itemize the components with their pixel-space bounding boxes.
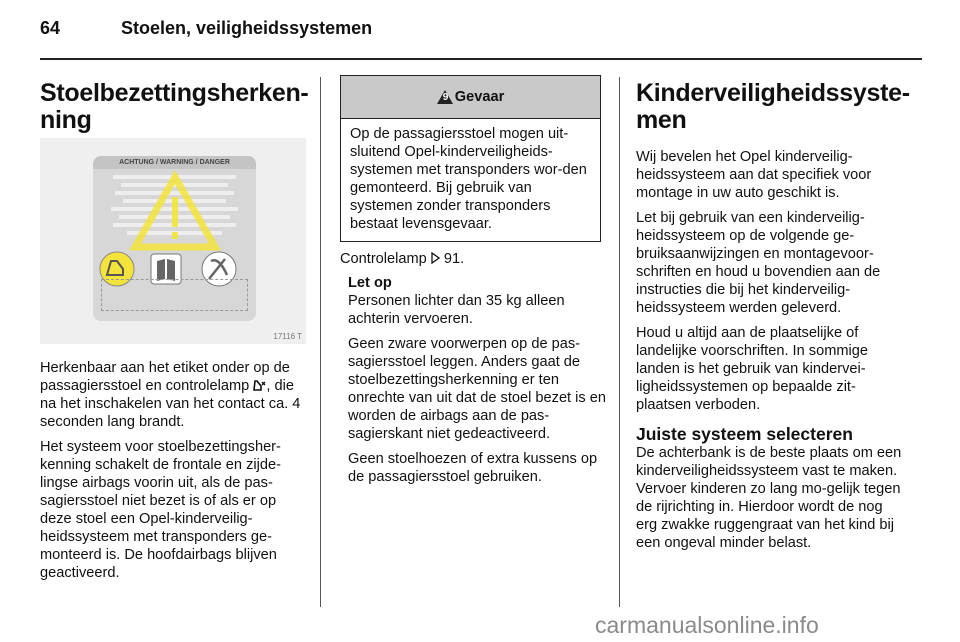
note-title: Let op (348, 275, 392, 291)
warning-label (93, 156, 256, 321)
column-1-text (40, 359, 308, 589)
page-header (40, 18, 372, 39)
paragraph-rear-seat: De achterbank is de beste plaats om een kinderveiligheidssysteem vast te maken. Vervoer kinderen zo lang mo-gelijk tegen de rijrichting in. Hierdoor wordt de nog erg zwakke ruggengraat van het kind bij een ongeval minder belast. (636, 445, 902, 551)
note-block (340, 274, 606, 486)
page-reference-link[interactable]: 91. (443, 251, 465, 267)
section-heading-child-safety: Kinderveiligheidssyste- men (636, 79, 910, 134)
paragraph-indicator: Herkenbaar aan het etiket onder op de passagiersstoel en controlelamp , die na het inschakelen van het contact ca. 4 seconden lang brandt. (40, 360, 301, 430)
page-title: Stoelen, veiligheidssystemen (121, 18, 373, 38)
page-number: 64 (40, 18, 61, 38)
column-2-text (340, 250, 606, 493)
paragraph-regulations: Houd u altijd aan de plaatselijke of landelijke voorschriften. In sommige landen is het gebruik van kindervei-ligheidssystemen op bepaalde zit-plaatsen verboden. (636, 325, 868, 413)
label-dashed-area (101, 279, 248, 311)
note-paragraph-2: Geen zware voorwerpen op de pas-sagiersstoel leggen. Anders gaat de stoelbezettingsherkenning er ten onrechte van uit dat de stoel bezet is en worden de airbags aan de pas-sagierskant niet gedeactiveerd. (348, 336, 606, 442)
danger-box-text: Op de passagiersstoel mogen uit-sluitend Opel-kinderveiligheids-systemen met transponders wor-den gemonteerd. Bij gebruik van systemen zonder transponders bestaat levensgevaar. (350, 126, 587, 232)
lamp-reference: Controlelamp 91. (340, 251, 465, 267)
danger-box (340, 75, 601, 242)
paragraph-instructions: Let bij gebruik van een kinderveilig-heidssysteem op de volgende ge-bruiksaanwijzingen en montagevoor-schriften en houd u bovendien aan de instructies die bij het kinderveilig-heidssysteem werden geleverd. (636, 210, 881, 316)
subheading-select-system: Juiste systeem selecteren (636, 424, 853, 444)
paragraph-system: Het systeem voor stoelbezettingsher-kenning schakelt de frontale en zijde-lingse airbags voorin uit, als de pas-sagiersstoel niet bezet is of als er op deze stoel een Opel-kinderveilig-heidssysteem met transponders ge-monteerd is. De hoofdairbags blijven geactiveerd. (40, 439, 281, 581)
column-divider-2 (619, 77, 620, 607)
watermark: carmanualsonline.info (595, 612, 819, 638)
figure-id: 17116 T (273, 332, 302, 341)
column-3 (636, 79, 910, 559)
column-1 (40, 80, 308, 134)
page-reference-icon (431, 252, 440, 264)
warning-triangle-icon: 9 (437, 90, 453, 104)
note-paragraph-1: Personen lichter dan 35 kg alleen achterin vervoeren. (348, 293, 565, 327)
airbag-warning-label-figure (40, 138, 306, 344)
label-title: ACHTUNG / WARNING / DANGER (93, 156, 256, 169)
section-heading-seat-occupancy: Stoelbezettingsherken- ning (40, 79, 309, 134)
danger-box-title: 9 Gevaar (341, 76, 600, 119)
paragraph-recommend: Wij bevelen het Opel kinderveilig-heidssysteem aan dat specifiek voor montage in uw auto geschikt is. (636, 149, 872, 201)
header-rule (40, 58, 922, 60)
airbag-off-indicator-icon (253, 380, 266, 391)
column-divider-1 (320, 77, 321, 607)
note-paragraph-3: Geen stoelhoezen of extra kussens op de passagiersstoel gebruiken. (348, 451, 598, 485)
